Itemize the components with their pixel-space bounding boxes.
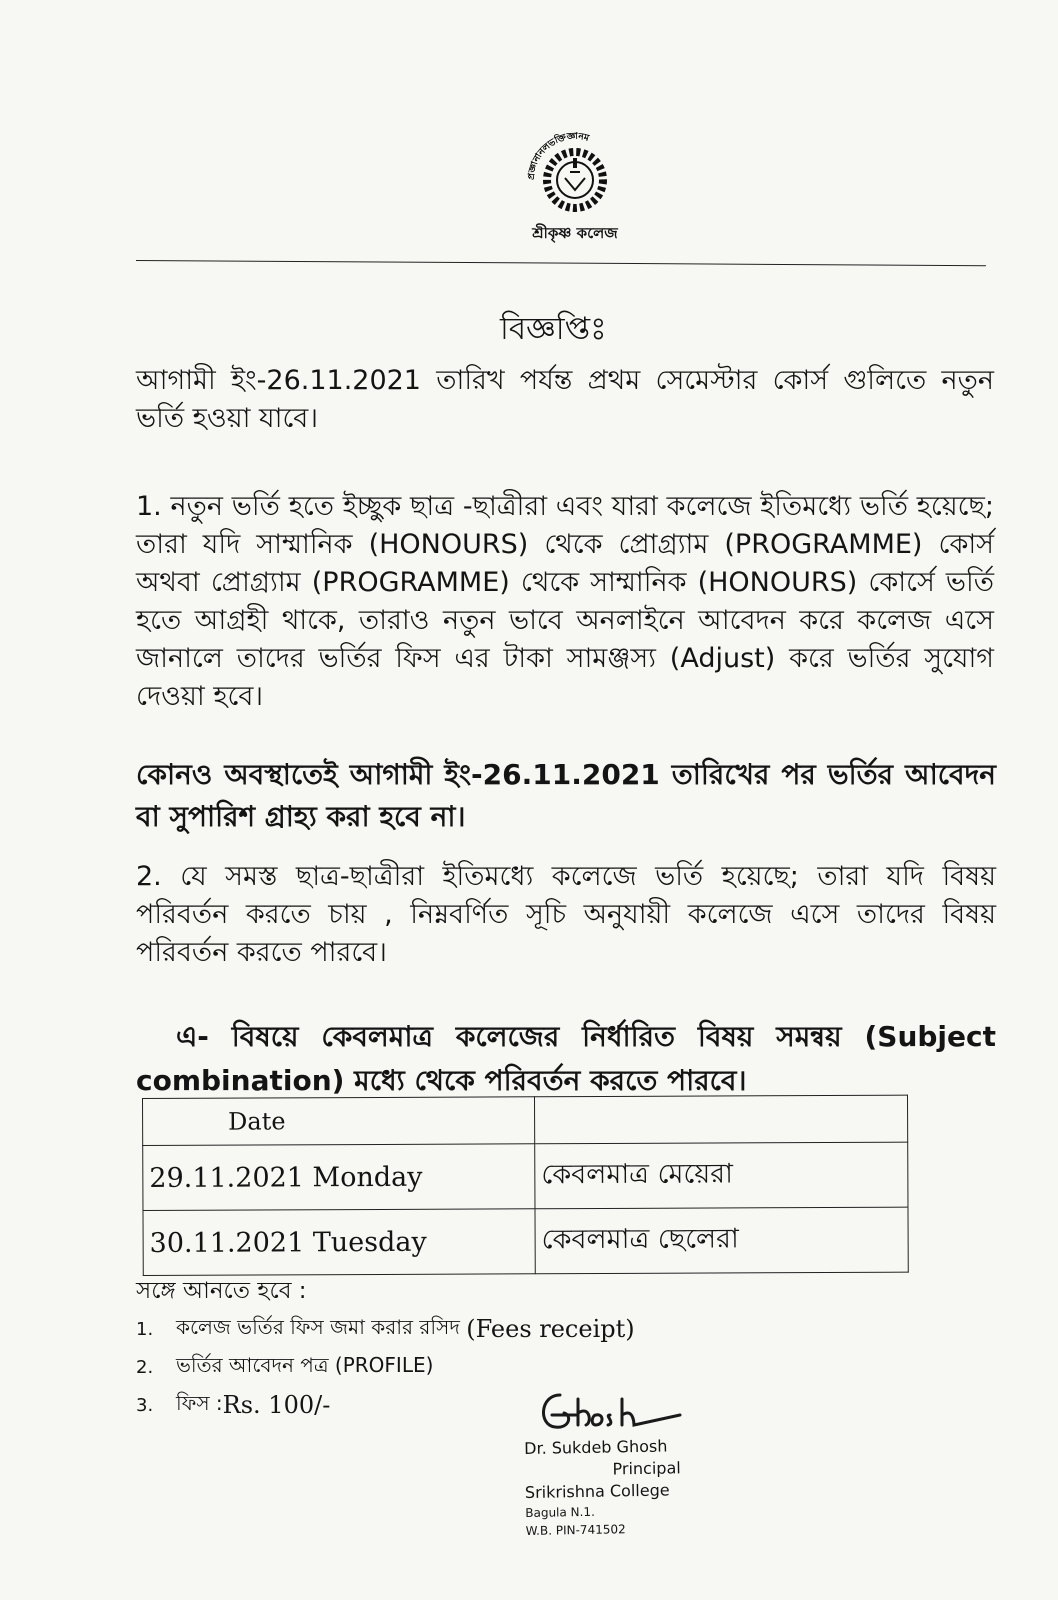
signature-block	[524, 1435, 682, 1540]
address-line-1: Bagula N.1.	[525, 1504, 595, 1520]
point-two-paragraph: 2. যে সমস্ত ছাত্র-ছাত্রীরা ইতিমধ্যে কলেজে ভর্তি হয়েছে; তারা যদি বিষয় পরিবর্তন করতে চায় , নিম্নবর্ণিত সূচি অনুযায়ী কলেজে এসে তাদের বিষয় পরিবর্তন করতে পারবে।	[136, 861, 996, 968]
list-item	[136, 1348, 635, 1386]
item-text: ভর্তির আবেদন পত্র (PROFILE)	[176, 1352, 434, 1377]
logo-caption: শ্রীকৃষ্ণ কলেজ	[532, 224, 618, 242]
logo-arc-text: প্রজ্ঞানানলভক্তিজ্ঞানম	[526, 131, 590, 181]
signatory-title: Principal	[612, 1458, 681, 1479]
combination-text: এ- বিষয়ে কেবলমাত্র কলেজের নির্ধারিত বিষয় সমন্বয় (Subject combination) মধ্যে থেকে পরিবর্তন করতে পারবে।	[136, 1020, 996, 1097]
item-extra: Rs. 100/-	[222, 1391, 331, 1419]
date-column-header: Date	[143, 1097, 535, 1146]
item-extra: (Fees receipt)	[466, 1315, 635, 1343]
notice-heading: বিজ্ঞপ্তিঃ	[500, 311, 607, 347]
bring-title: সঙ্গে আনতে হবে :	[136, 1278, 307, 1304]
table-header-row	[143, 1095, 908, 1145]
college-name: Srikrishna College	[524, 1480, 670, 1502]
item-number: 1.	[136, 1318, 154, 1340]
deadline-warning: কোনও অবস্থাতেই আগামী ইং-26.11.2021 তারিখের পর ভর্তির আবেদন বা সুপারিশ গ্রাহ্য করা হবে না।	[136, 758, 996, 833]
schedule-group: কেবলমাত্র ছেলেরা	[535, 1207, 908, 1274]
item-number: 2.	[136, 1356, 154, 1378]
item-text: কলেজ ভর্তির ফিস জমা করার রসিদ	[176, 1314, 460, 1339]
signatory-name: Dr. Sukdeb Ghosh	[524, 1436, 668, 1458]
schedule-group: কেবলমাত্র মেয়েরা	[535, 1142, 908, 1209]
header-divider	[136, 260, 986, 266]
list-item	[136, 1310, 635, 1348]
table-row	[143, 1142, 908, 1210]
group-column-header	[534, 1095, 907, 1144]
intro-paragraph: আগামী ইং-26.11.2021 তারিখ পর্যন্ত প্রথম সেমেস্টার কোর্স গুলিতে নতুন ভর্তি হওয়া যাবে।	[136, 365, 994, 434]
subject-combination-note	[136, 1015, 996, 1103]
item-number: 3.	[136, 1394, 154, 1416]
schedule-date: 30.11.2021 Tuesday	[143, 1209, 535, 1276]
item-text: ফিস :	[176, 1390, 223, 1415]
schedule-date: 29.11.2021 Monday	[143, 1144, 535, 1211]
table-row	[143, 1207, 908, 1275]
point-one-paragraph: 1. নতুন ভর্তি হতে ইচ্ছুক ছাত্র -ছাত্রীরা এবং যারা কলেজে ইতিমধ্যে ভর্তি হয়েছে; তারা যদি সাম্মানিক (HONOURS) থেকে প্রোগ্র্যাম (PROGRAMME) কোর্স অথবা প্রোগ্র্যাম (PROGRAMME) থেকে সাম্মানিক (HONOURS) কোর্সে ভর্তি হতে আগ্রহী থাকে, তারাও নতুন ভাবে অনলাইনে আবেদন করে কলেজ এসে জানালে তাদের ভর্তির ফিস এর টাকা সামঞ্জস্য (Adjust) করে ভর্তির সুযোগ দেওয়া হবে।	[136, 491, 994, 712]
schedule-table	[142, 1095, 909, 1276]
address-line-2: W.B. PIN-741502	[525, 1522, 626, 1538]
